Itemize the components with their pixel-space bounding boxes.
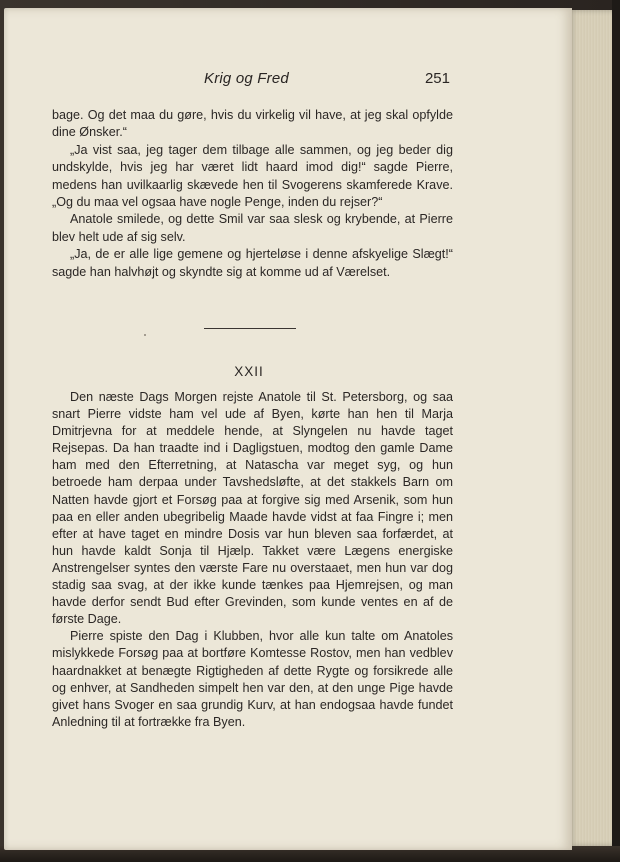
chapter-text xyxy=(52,389,453,731)
paper-speck xyxy=(144,334,146,336)
page-header xyxy=(52,70,452,94)
paragraph: bage. Og det maa du gøre, hvis du virkelig vil have, at jeg skal opfylde dine Ønsker.“ xyxy=(52,108,453,140)
section-before-text xyxy=(52,107,453,281)
paragraph: Pierre spiste den Dag i Klubben, hvor alle kun talte om Anatoles mislykkede Forsøg paa at bortføre Komtesse Rostov, men han vedblev haardnakket at benægte Rigtigheden af dette Rygte og forsikrede alle og enhver, at Sandheden simpelt hen var den, at den unge Pige havde givet hans Svoger en saa grundig Kurv, at han endogsaa havde fundet Anledning til at fortrække fra Byen. xyxy=(52,629,453,729)
paragraph: „Ja, de er alle lige gemene og hjerteløse i denne afskyelige Slægt!“ sagde han halvhøjt og skyndte sig at komme ud af Værelset. xyxy=(52,247,453,279)
paragraph: „Ja vist saa, jeg tager dem tilbage alle sammen, og jeg beder dig undskylde, hvis jeg har været lidt haard imod dig!“ sagde Pierre, medens han uvilkaarlig skævede hen til Svogerens skamferede Krave. „Og du maa vel ogsaa have nogle Penge, inden du rejser?“ xyxy=(52,142,453,210)
paragraph: Anatole smilede, og dette Smil var saa slesk og krybende, at Pierre blev helt ude af sig selv. xyxy=(52,212,453,244)
chapter-heading: XXII xyxy=(234,364,264,379)
page-number: 251 xyxy=(424,70,450,87)
book-binding xyxy=(612,0,620,862)
running-title: Krig og Fred xyxy=(204,70,289,87)
section-divider xyxy=(204,328,296,329)
paragraph: Den næste Dags Morgen rejste Anatole til St. Petersborg, og saa snart Pierre vidste ham vel ude af Byen, kørte han hen til Marja Dmitrjevna for at meddele hende, at Slyngelen nu havde taget Rejsepas. Da han traadte ind i Dagligstuen, modtog den gamle Dame ham med den Efterretning, at Natascha var meget syg, og hun betroede ham derpaa under Tavshedsløfte, at det stakkels Barn om Natten havde gjort et Forsøg paa at forgive sig med Arsenik, som hun paa en eller anden ubegribelig Maade havde vidst at faa Fingre i; men efter at have taget en mindre Dosis var hun bleven saa forfærdet, at hun havde kaldt Sonja til Hjælp. Takket være Lægens energiske Anstrengelser syntes den værste Fare nu overstaaet, men hun var dog stadig saa svag, at der ikke kunde tænkes paa Hjemrejsen, og man havde derfor sendt Bud efter Grevinden, som kunde ventes en af de første Dage. xyxy=(52,390,453,627)
book-page xyxy=(4,8,572,850)
